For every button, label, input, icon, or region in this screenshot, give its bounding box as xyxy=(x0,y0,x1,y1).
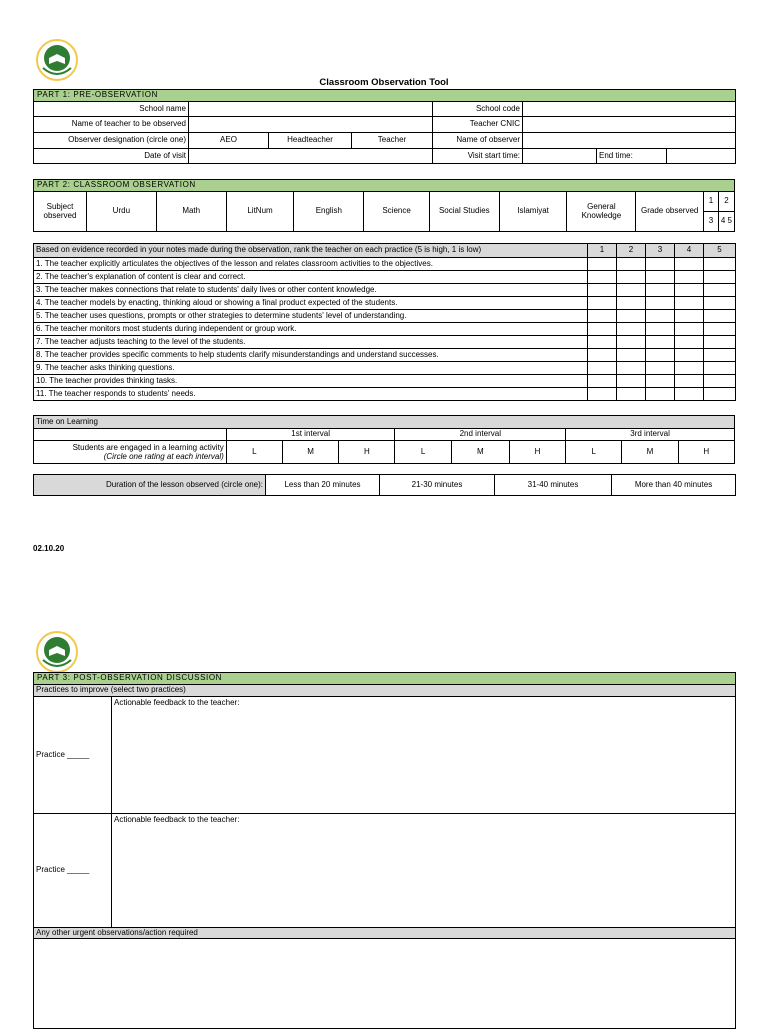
school-name-field[interactable] xyxy=(189,102,433,117)
rating-header-5: 5 xyxy=(704,244,736,258)
rating-cell[interactable] xyxy=(704,258,736,271)
duration-label: Duration of the lesson observed (circle one): xyxy=(34,475,266,496)
school-code-field[interactable] xyxy=(523,102,736,117)
practice-row xyxy=(34,362,736,375)
rating-cell[interactable] xyxy=(675,297,704,310)
teacher-cnic-field[interactable] xyxy=(523,117,736,133)
feedback-1-field[interactable] xyxy=(112,697,736,814)
duration-21-30[interactable]: 21-30 minutes xyxy=(380,475,495,496)
visit-start-label: Visit start time: xyxy=(433,149,523,164)
practice-row xyxy=(34,271,736,284)
interval-2-medium[interactable]: M xyxy=(451,441,509,464)
rating-cell[interactable] xyxy=(675,271,704,284)
rating-cell[interactable] xyxy=(588,284,617,297)
practice-label: 8. The teacher provides specific comments to help students clarify misunderstandings and understand successes. xyxy=(34,349,588,362)
teacher-cnic-label: Teacher CNIC xyxy=(433,117,523,133)
practice-row xyxy=(34,284,736,297)
subject-general-knowledge[interactable]: General Knowledge xyxy=(567,192,636,232)
school-name-label: School name xyxy=(34,102,189,117)
blank-cell xyxy=(34,429,227,441)
interval-3-medium[interactable]: M xyxy=(622,441,678,464)
rating-cell[interactable] xyxy=(675,336,704,349)
observer-name-label: Name of observer xyxy=(433,133,523,149)
subject-science[interactable]: Science xyxy=(364,192,430,232)
practice-row xyxy=(34,375,736,388)
part1-table xyxy=(33,89,736,164)
interval-1-low[interactable]: L xyxy=(226,441,282,464)
grade-5[interactable]: 5 xyxy=(727,216,732,226)
observer-name-field[interactable] xyxy=(523,133,736,149)
practices-table xyxy=(33,243,736,401)
duration-31-40[interactable]: 31-40 minutes xyxy=(495,475,612,496)
rating-cell[interactable] xyxy=(617,323,646,336)
practice-1-label[interactable]: Practice _____ xyxy=(34,697,112,814)
rating-cell[interactable] xyxy=(617,271,646,284)
practice-row xyxy=(34,388,736,401)
rating-cell[interactable] xyxy=(646,349,675,362)
time-on-learning-table xyxy=(33,415,735,464)
rating-cell[interactable] xyxy=(675,323,704,336)
rating-cell[interactable] xyxy=(617,349,646,362)
rating-cell[interactable] xyxy=(704,323,736,336)
date-of-visit-label: Date of visit xyxy=(34,149,189,164)
school-code-label: School code xyxy=(433,102,523,117)
other-observations-label: Any other urgent observations/action required xyxy=(34,928,736,939)
rating-cell[interactable] xyxy=(617,375,646,388)
rating-cell[interactable] xyxy=(646,310,675,323)
school-logo-icon xyxy=(35,38,79,82)
rating-cell[interactable] xyxy=(704,271,736,284)
rating-cell[interactable] xyxy=(704,336,736,349)
subject-observed-label: Subject observed xyxy=(34,192,87,232)
rating-cell[interactable] xyxy=(704,297,736,310)
practice-row xyxy=(34,258,736,271)
engaged-label-cell xyxy=(34,441,227,464)
interval-2-low[interactable]: L xyxy=(395,441,451,464)
practice-label: 9. The teacher asks thinking questions. xyxy=(34,362,588,375)
rating-cell[interactable] xyxy=(646,336,675,349)
part3-header: PART 3: POST-OBSERVATION DISCUSSION xyxy=(34,673,736,685)
page-title: Classroom Observation Tool xyxy=(319,77,449,88)
subject-litnum[interactable]: LitNum xyxy=(226,192,294,232)
end-time-field[interactable] xyxy=(667,149,736,164)
rating-cell[interactable] xyxy=(588,349,617,362)
part1-header: PART 1: PRE-OBSERVATION xyxy=(34,90,736,102)
rating-cell[interactable] xyxy=(617,258,646,271)
feedback-1-label: Actionable feedback to the teacher: xyxy=(114,698,240,707)
teacher-name-label: Name of teacher to be observed xyxy=(34,117,189,133)
rating-cell[interactable] xyxy=(704,375,736,388)
duration-table xyxy=(33,474,736,496)
rating-cell[interactable] xyxy=(588,297,617,310)
school-logo-icon xyxy=(35,630,79,674)
rating-cell[interactable] xyxy=(617,362,646,375)
practice-label: 5. The teacher uses questions, prompts or other strategies to determine students' level of understanding. xyxy=(34,310,588,323)
interval-1-medium[interactable]: M xyxy=(283,441,339,464)
rating-header-1: 1 xyxy=(588,244,617,258)
observer-designation-label: Observer designation (circle one) xyxy=(34,133,189,149)
grade-observed-label: Grade observed xyxy=(636,192,704,232)
interval-3-high[interactable]: H xyxy=(678,441,734,464)
practice-label: 7. The teacher adjusts teaching to the level of the students. xyxy=(34,336,588,349)
rating-cell[interactable] xyxy=(617,336,646,349)
interval-1-high[interactable]: H xyxy=(339,441,395,464)
rating-cell[interactable] xyxy=(704,349,736,362)
practice-label: 10. The teacher provides thinking tasks. xyxy=(34,375,588,388)
part2-header: PART 2: CLASSROOM OBSERVATION xyxy=(34,180,735,192)
subject-math[interactable]: Math xyxy=(156,192,226,232)
interval-1-label: 1st interval xyxy=(226,429,395,441)
practice-2-label[interactable]: Practice _____ xyxy=(34,814,112,928)
practice-label: 1. The teacher explicitly articulates the objectives of the lesson and relates classroom activities to the objectives. xyxy=(34,258,588,271)
designation-headteacher[interactable]: Headteacher xyxy=(269,133,352,149)
interval-2-label: 2nd interval xyxy=(395,429,566,441)
end-time-label: End time: xyxy=(597,149,667,164)
rating-cell[interactable] xyxy=(588,323,617,336)
subject-social-studies[interactable]: Social Studies xyxy=(429,192,499,232)
rating-cell[interactable] xyxy=(675,349,704,362)
rating-cell[interactable] xyxy=(646,323,675,336)
subject-english[interactable]: English xyxy=(294,192,364,232)
grade-2[interactable]: 2 xyxy=(718,192,734,212)
feedback-2-field[interactable] xyxy=(112,814,736,928)
rating-cell[interactable] xyxy=(617,284,646,297)
rating-header-3: 3 xyxy=(646,244,675,258)
practices-instruction: Based on evidence recorded in your notes made during the observation, rank the teacher on each practice (5 is high, 1 is low) xyxy=(34,244,588,258)
rating-cell[interactable] xyxy=(704,310,736,323)
duration-less-20[interactable]: Less than 20 minutes xyxy=(266,475,380,496)
rating-cell[interactable] xyxy=(704,284,736,297)
subject-urdu[interactable]: Urdu xyxy=(86,192,156,232)
rating-cell[interactable] xyxy=(588,362,617,375)
teacher-name-field[interactable] xyxy=(189,117,433,133)
rating-cell[interactable] xyxy=(675,388,704,401)
feedback-2-label: Actionable feedback to the teacher: xyxy=(114,815,240,824)
part2-table xyxy=(33,179,735,232)
rating-cell[interactable] xyxy=(646,271,675,284)
practice-label: 4. The teacher models by enacting, thinking aloud or showing a final product expected of the students. xyxy=(34,297,588,310)
rating-header-2: 2 xyxy=(617,244,646,258)
practice-row xyxy=(34,323,736,336)
engaged-note: (Circle one rating at each interval) xyxy=(103,452,224,461)
rating-cell[interactable] xyxy=(646,258,675,271)
visit-start-field[interactable] xyxy=(523,149,597,164)
practice-label: 3. The teacher makes connections that relate to students' daily lives or other content knowledge. xyxy=(34,284,588,297)
rating-cell[interactable] xyxy=(675,362,704,375)
practice-label: 2. The teacher's explanation of content is clear and correct. xyxy=(34,271,588,284)
rating-cell[interactable] xyxy=(675,258,704,271)
date-of-visit-field[interactable] xyxy=(189,149,433,164)
rating-cell[interactable] xyxy=(675,375,704,388)
rating-cell[interactable] xyxy=(646,297,675,310)
rating-cell[interactable] xyxy=(675,310,704,323)
practice-row xyxy=(34,310,736,323)
rating-cell[interactable] xyxy=(588,375,617,388)
interval-2-high[interactable]: H xyxy=(509,441,565,464)
rating-cell[interactable] xyxy=(617,297,646,310)
practice-row xyxy=(34,336,736,349)
footer-date: 02.10.20 xyxy=(33,544,65,553)
other-observations-field[interactable] xyxy=(34,939,736,1029)
rating-cell[interactable] xyxy=(646,375,675,388)
rating-cell[interactable] xyxy=(588,258,617,271)
engaged-label: Students are engaged in a learning activity xyxy=(72,442,224,452)
part3-table xyxy=(33,672,736,1029)
rating-cell[interactable] xyxy=(704,362,736,375)
rating-cell[interactable] xyxy=(646,284,675,297)
rating-cell[interactable] xyxy=(704,388,736,401)
rating-cell[interactable] xyxy=(588,336,617,349)
grade-4-5[interactable] xyxy=(718,212,734,232)
grade-3[interactable]: 3 xyxy=(704,212,719,232)
practice-label: 6. The teacher monitors most students during independent or group work. xyxy=(34,323,588,336)
interval-3-low[interactable]: L xyxy=(566,441,622,464)
interval-3-label: 3rd interval xyxy=(566,429,735,441)
grade-4[interactable]: 4 xyxy=(720,216,726,226)
subject-islamiyat[interactable]: Islamiyat xyxy=(499,192,567,232)
rating-cell[interactable] xyxy=(588,388,617,401)
designation-aeo[interactable]: AEO xyxy=(189,133,269,149)
grade-1[interactable]: 1 xyxy=(704,192,719,212)
rating-cell[interactable] xyxy=(588,310,617,323)
rating-cell[interactable] xyxy=(588,271,617,284)
rating-header-4: 4 xyxy=(675,244,704,258)
rating-cell[interactable] xyxy=(675,284,704,297)
time-on-learning-header: Time on Learning xyxy=(34,416,735,429)
rating-cell[interactable] xyxy=(617,388,646,401)
rating-cell[interactable] xyxy=(646,362,675,375)
practices-to-improve-label: Practices to improve (select two practices) xyxy=(34,685,736,697)
practice-label: 11. The teacher responds to students' needs. xyxy=(34,388,588,401)
duration-more-40[interactable]: More than 40 minutes xyxy=(612,475,736,496)
designation-teacher[interactable]: Teacher xyxy=(352,133,433,149)
rating-cell[interactable] xyxy=(617,310,646,323)
practice-row xyxy=(34,349,736,362)
rating-cell[interactable] xyxy=(646,388,675,401)
practice-row xyxy=(34,297,736,310)
